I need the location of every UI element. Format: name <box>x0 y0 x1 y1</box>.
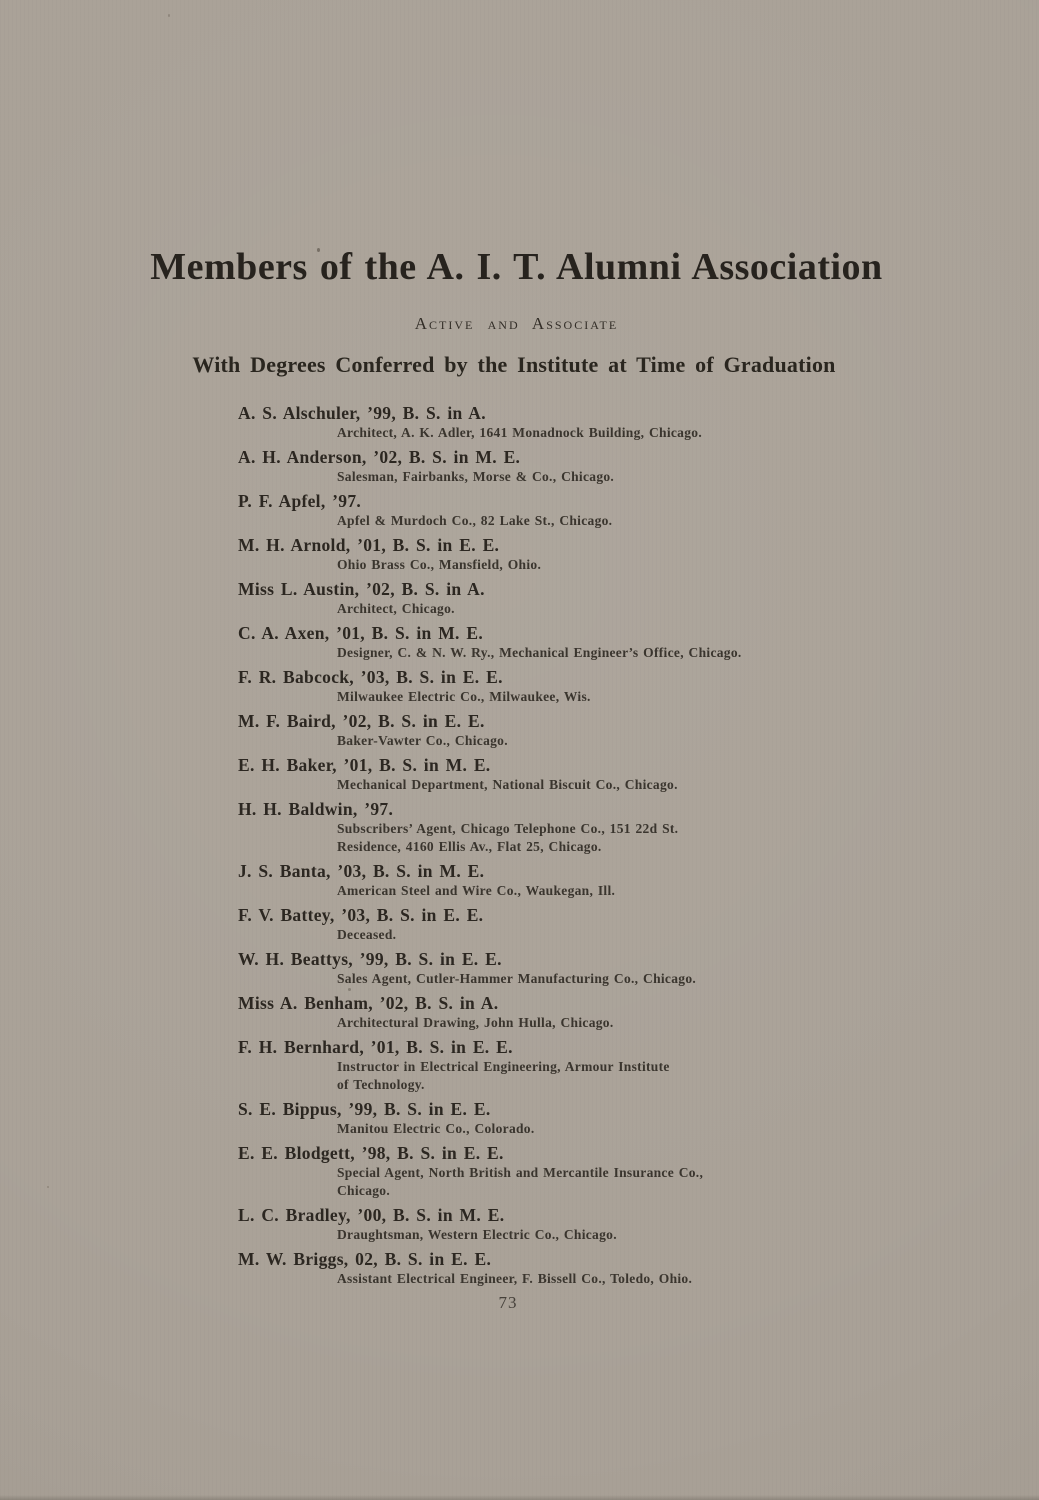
member-entry <box>238 905 978 944</box>
member-entry <box>238 579 978 618</box>
member-entry <box>238 1205 978 1244</box>
member-detail: Apfel & Murdoch Co., 82 Lake St., Chicago. <box>337 513 613 528</box>
member-detail: Architect, Chicago. <box>337 601 455 616</box>
member-detail: American Steel and Wire Co., Waukegan, Ill. <box>337 883 616 898</box>
member-detail: Instructor in Electrical Engineering, Armour Institute <box>337 1059 670 1074</box>
member-entry <box>238 1037 978 1094</box>
member-entry <box>238 993 978 1032</box>
member-name: P. F. Apfel, ’97. <box>238 491 362 511</box>
member-name: F. H. Bernhard, ’01, B. S. in E. E. <box>238 1037 513 1057</box>
member-detail: Architect, A. K. Adler, 1641 Monadnock Building, Chicago. <box>337 425 703 440</box>
member-detail: Deceased. <box>337 927 397 942</box>
member-detail: Mechanical Department, National Biscuit Co., Chicago. <box>337 777 678 792</box>
member-entry <box>238 535 978 574</box>
member-detail: Chicago. <box>337 1183 391 1198</box>
member-name: M. H. Arnold, ’01, B. S. in E. E. <box>238 535 500 555</box>
member-detail: Assistant Electrical Engineer, F. Bissell Co., Toledo, Ohio. <box>337 1271 693 1286</box>
member-detail: Subscribers’ Agent, Chicago Telephone Co., 151 22d St. <box>337 821 679 836</box>
member-entry <box>238 1249 978 1288</box>
member-entry <box>238 491 978 530</box>
member-entry <box>238 1099 978 1138</box>
member-detail: Manitou Electric Co., Colorado. <box>337 1121 535 1136</box>
member-name: F. V. Battey, ’03, B. S. in E. E. <box>238 905 484 925</box>
member-detail: Designer, C. & N. W. Ry., Mechanical Engineer’s Office, Chicago. <box>337 645 742 660</box>
member-detail: of Technology. <box>337 1077 425 1092</box>
member-entry <box>238 623 978 662</box>
member-detail: Ohio Brass Co., Mansfield, Ohio. <box>337 557 542 572</box>
member-name: M. W. Briggs, 02, B. S. in E. E. <box>238 1249 492 1269</box>
member-detail: Milwaukee Electric Co., Milwaukee, Wis. <box>337 689 591 704</box>
member-name: L. C. Bradley, ’00, B. S. in M. E. <box>238 1205 505 1225</box>
member-entry <box>238 949 978 988</box>
page-title: Members of the A. I. T. Alumni Association <box>150 246 883 288</box>
member-detail: Architectural Drawing, John Hulla, Chicago. <box>337 1015 614 1030</box>
member-detail: Baker-Vawter Co., Chicago. <box>337 733 508 748</box>
section-subtitle: Active and Associate <box>414 314 619 333</box>
member-name: H. H. Baldwin, ’97. <box>238 799 394 819</box>
paper-speck <box>317 248 320 252</box>
member-name: M. F. Baird, ’02, B. S. in E. E. <box>238 711 485 731</box>
member-name: E. E. Blodgett, ’98, B. S. in E. E. <box>238 1143 504 1163</box>
member-name: C. A. Axen, ’01, B. S. in M. E. <box>238 623 484 643</box>
section-tagline: With Degrees Conferred by the Institute at Time of Graduation <box>192 352 836 377</box>
member-detail: Salesman, Fairbanks, Morse & Co., Chicago. <box>337 469 615 484</box>
paper-speck <box>168 14 170 17</box>
member-name: J. S. Banta, ’03, B. S. in M. E. <box>238 861 485 881</box>
member-entry <box>238 403 978 442</box>
member-name: Miss A. Benham, ’02, B. S. in A. <box>238 993 499 1013</box>
member-detail: Draughtsman, Western Electric Co., Chicago. <box>337 1227 617 1242</box>
member-entry <box>238 799 978 856</box>
member-entry <box>238 1143 978 1200</box>
member-entry <box>238 447 978 486</box>
member-detail: Special Agent, North British and Mercantile Insurance Co., <box>337 1165 704 1180</box>
member-detail: Residence, 4160 Ellis Av., Flat 25, Chicago. <box>337 839 602 854</box>
member-detail: Sales Agent, Cutler-Hammer Manufacturing Co., Chicago. <box>337 971 697 986</box>
member-name: A. S. Alschuler, ’99, B. S. in A. <box>238 403 486 423</box>
member-entry <box>238 861 978 900</box>
member-entry <box>238 711 978 750</box>
member-list <box>238 403 978 1293</box>
member-entry <box>238 667 978 706</box>
member-entry <box>238 755 978 794</box>
member-name: Miss L. Austin, ’02, B. S. in A. <box>238 579 485 599</box>
member-name: F. R. Babcock, ’03, B. S. in E. E. <box>238 667 503 687</box>
page-number: 73 <box>498 1293 518 1312</box>
member-name: S. E. Bippus, ’99, B. S. in E. E. <box>238 1099 491 1119</box>
paper-speck <box>348 988 351 991</box>
paper-speck <box>47 1186 49 1188</box>
member-name: W. H. Beattys, ’99, B. S. in E. E. <box>238 949 502 969</box>
member-name: A. H. Anderson, ’02, B. S. in M. E. <box>238 447 521 467</box>
member-name: E. H. Baker, ’01, B. S. in M. E. <box>238 755 491 775</box>
